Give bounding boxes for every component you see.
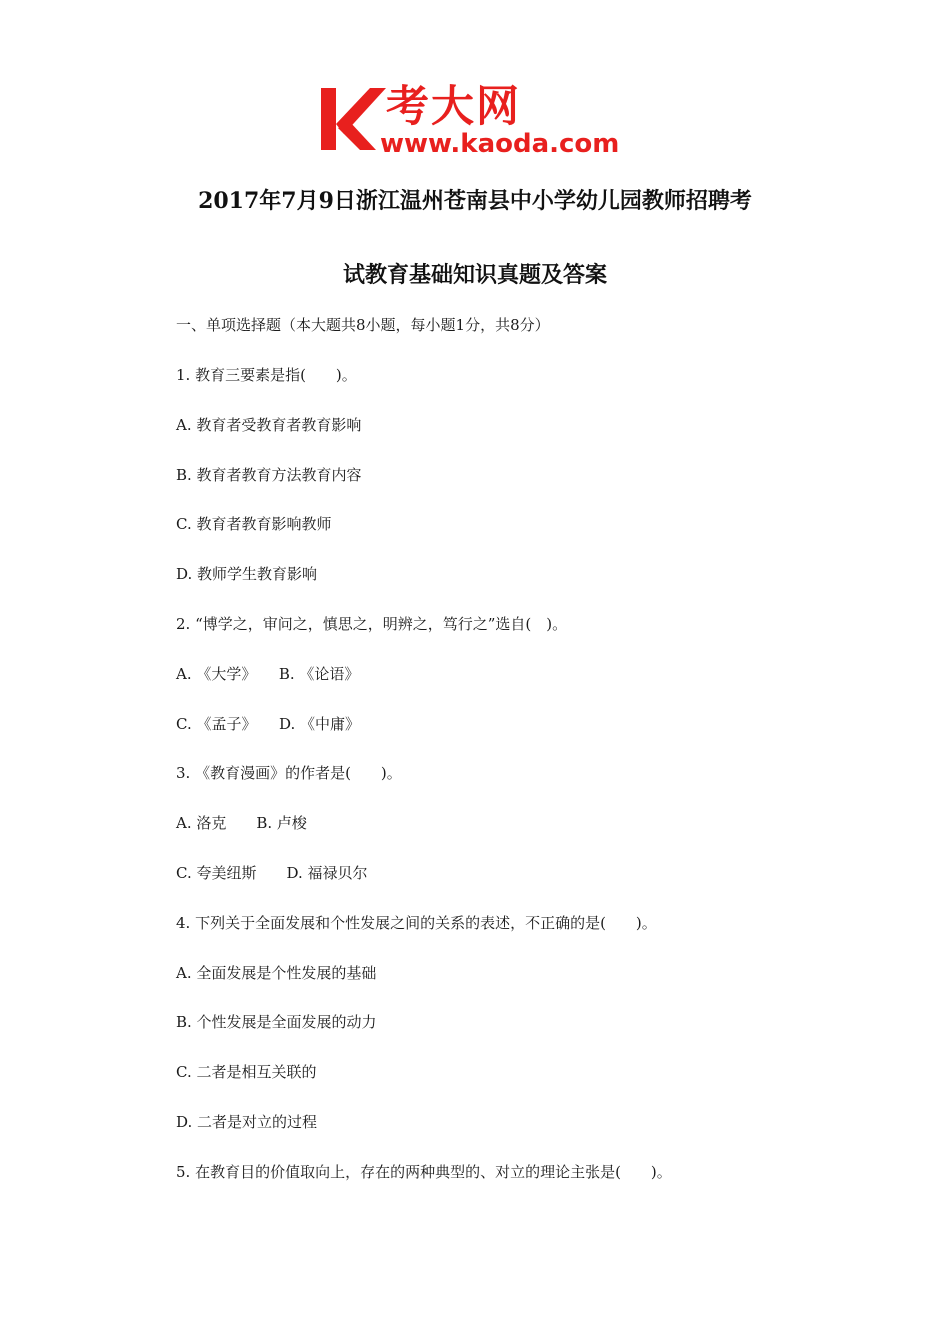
question-1-option-c: C. 教育者教育影响教师 [176, 515, 332, 533]
question-4-option-d: D. 二者是对立的过程 [176, 1113, 318, 1131]
logo-url: www.kaoda.com [380, 129, 620, 159]
question-3-options-ab: A. 洛克 B. 卢梭 [176, 814, 307, 832]
question-1-option-b: B. 教育者教育方法教育内容 [176, 466, 362, 484]
question-5-stem: 5. 在教育目的价值取向上，存在的两种典型的、对立的理论主张是( )。 [176, 1163, 672, 1181]
document-title-line-1: 2017年7月9日浙江温州苍南县中小学幼儿园教师招聘考 [198, 188, 752, 214]
logo-k-mark-icon [318, 84, 388, 160]
site-logo [318, 84, 638, 160]
question-1-stem: 1. 教育三要素是指( )。 [176, 366, 357, 384]
question-2-options-ab: A. 《大学》 B. 《论语》 [176, 665, 360, 683]
question-1-option-a: A. 教育者受教育者教育影响 [176, 416, 362, 434]
document-title-line-2: 试教育基础知识真题及答案 [342, 262, 607, 288]
question-3-options-cd: C. 夸美纽斯 D. 福禄贝尔 [176, 864, 368, 882]
logo-chinese-name: 考大网 [386, 82, 521, 132]
question-1-option-d: D. 教师学生教育影响 [176, 565, 318, 583]
question-4-option-c: C. 二者是相互关联的 [176, 1063, 317, 1081]
question-2-stem: 2. “博学之，审问之，慎思之，明辨之，笃行之”选自( )。 [176, 615, 568, 633]
section-heading: 一、单项选择题（本大题共8小题，每小题1分，共8分） [176, 316, 550, 334]
question-2-options-cd: C. 《孟子》 D. 《中庸》 [176, 715, 361, 733]
question-4-stem: 4. 下列关于全面发展和个性发展之间的关系的表述，不正确的是( )。 [176, 914, 657, 932]
question-4-option-b: B. 个性发展是全面发展的动力 [176, 1013, 377, 1031]
question-4-option-a: A. 全面发展是个性发展的基础 [176, 964, 377, 982]
question-3-stem: 3. 《教育漫画》的作者是( )。 [176, 764, 402, 782]
